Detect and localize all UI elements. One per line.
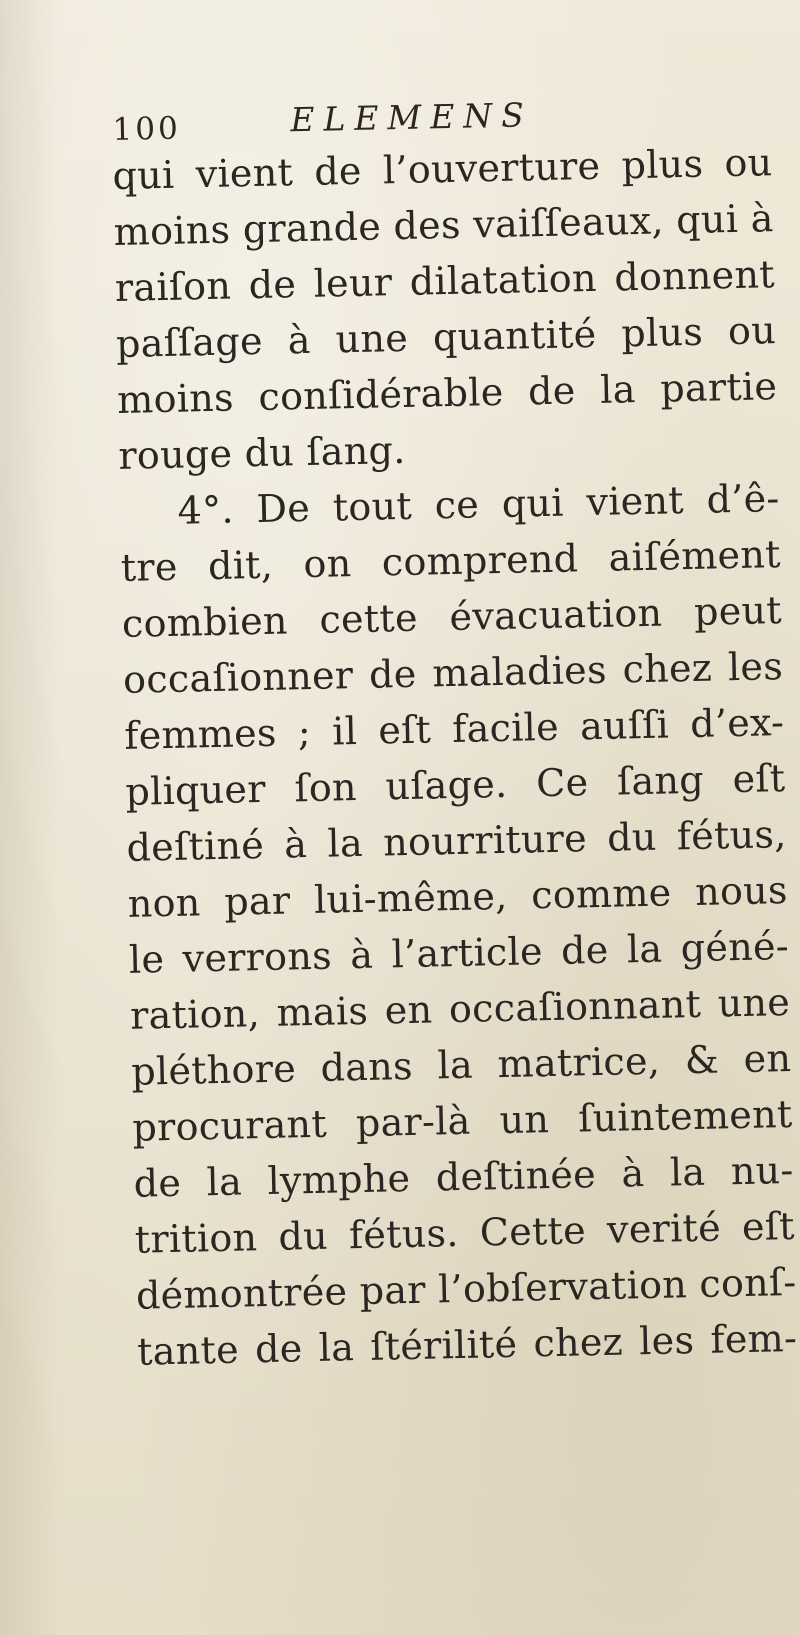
text-line: procurant par-là un ſuintement (132, 1091, 793, 1150)
text-line: paſſage à une quantité plus ou (115, 308, 777, 366)
text-line: 4°. De tout ce qui vient d’ê- (177, 476, 780, 533)
text-line: occaſionner de maladies chez les (122, 644, 784, 702)
text-line: trition du fétus. Cette verité eſt (134, 1203, 796, 1262)
page-number: 100 (112, 110, 182, 148)
gutter-shadow (0, 0, 60, 1635)
text-line: pléthore dans la matrice, & en (130, 1035, 792, 1094)
running-title: ELEMENS (289, 95, 534, 140)
text-line: femmes ; il eſt facile auſſi d’ex- (123, 700, 785, 758)
text-line: ration, mais en occaſionnant une (129, 979, 791, 1038)
text-line: tre dit, on comprend aiſément (120, 532, 782, 590)
text-line: combien cette évacuation peut (121, 588, 783, 646)
text-line: pliquer ſon uſage. Ce ſang eſt (125, 756, 786, 814)
text-line: le verrons à l’article de la géné- (128, 924, 790, 982)
text-line: démontrée par l’obſervation conſ- (135, 1259, 797, 1318)
text-line: raiſon de leur dilatation donnent (114, 252, 776, 310)
text-line: non par lui-même, comme nous (127, 868, 789, 926)
text-line: moins grande des vaiſſeaux, qui à (113, 196, 775, 254)
text-line: rouge du ſang. (117, 427, 406, 478)
text-line: tante de la ſtérilité chez les fem- (136, 1315, 798, 1374)
body-text (112, 134, 798, 1380)
text-line: de la lymphe deſtinée à la nu- (133, 1147, 795, 1206)
text-line: qui vient de l’ouverture plus ou (112, 140, 773, 198)
text-line: moins conſidérable de la partie (116, 364, 778, 422)
text-line: deſtiné à la nourriture du fétus, (126, 812, 787, 870)
